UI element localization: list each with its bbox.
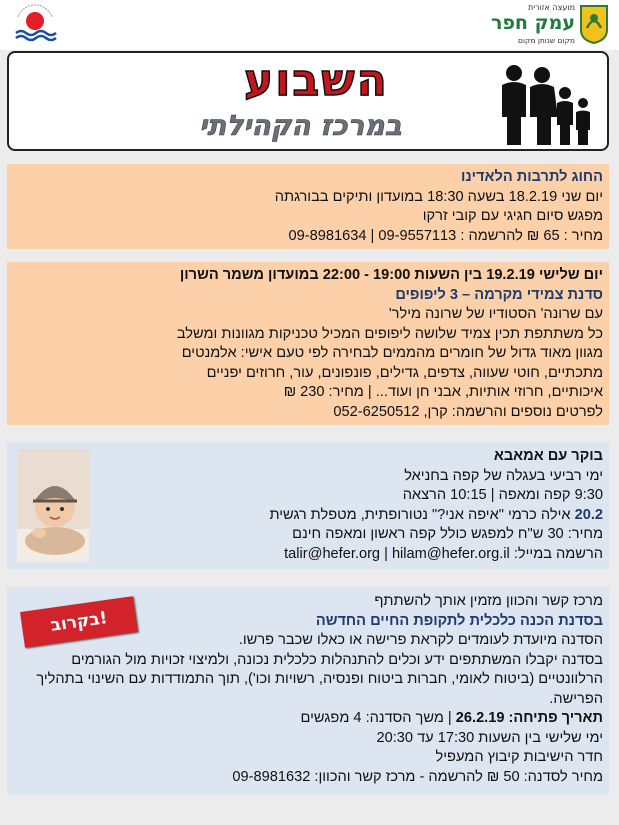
event-line: מחיר : 65 ₪ להרשמה : 09-9557113 | 09-8981634 [288,227,603,244]
event-date: יום שלישי 19.2.19 בין השעות 19:00 - 22:00 במועדון משמר השרון [179,267,603,283]
event-line: מתכתיים, חוטי שעווה, צדפים, גדילים, פונפונים, עור, חרוזים יפניים [206,364,603,381]
event-ladino [7,164,609,249]
page-title: השבוע [244,55,389,106]
event-line: עם שרונה' הסטודיו של שרונה מילר' [388,306,603,322]
event-line: איכותיים, חרוזי אותיות, אבני חן ועוד... | מחיר: 230 ₪ [283,384,603,400]
council-slogan: מקום שנותן מקום [518,36,575,45]
event-title: בסדנת הכנה כלכלית לתקופת החיים החדשה [315,612,603,629]
council-emblem-icon [579,4,609,44]
event-line: הסדנה מיועדת לעומדים לקראת פרישה או כאלו שכבר פרשו. [238,632,603,648]
highlight-date: 20.2 [574,506,603,523]
event-line: יום שני 18.2.19 בשעה 18:30 במועדון ותיקים בבורגתה [274,188,603,205]
council-name: עמק חפר [491,12,575,34]
event-line: חדר הישיבות קיבוץ המעפיל [435,749,603,765]
event-line: 9:30 קפה ומאפה | 10:15 הרצאה [402,487,603,503]
title-banner [7,51,609,151]
page-subtitle: במרכז הקהילתי [199,109,402,142]
header-logos [0,0,619,50]
event-line: מפגש סיום חגיגי עם קובי זרקו [422,208,603,224]
event-line: מגוון מאוד גדול של חומרים מהממים לבחירה לפי טעם אישי: אלמנטים [181,345,603,361]
regional-council-logo [491,2,609,48]
event-intro: מרכז קשר והכוון מזמין אותך להשתתף [374,593,603,609]
event-morning-parents [7,442,609,569]
event-line: לפרטים נוספים והרשמה: קרן, 052-6250512 [333,403,603,420]
event-line: מחיר לסדנה: 50 ₪ להרשמה - מרכז קשר והכוון: 09-8981632 [232,768,603,785]
highlight-text: אילה כרמי "איפה אני?" נטורופתית, מטפלת רגשית [269,506,575,523]
council-name-top: מועצה אזורית [528,3,575,12]
event-title: החוג לתרבות הלאדינו [460,169,603,185]
event-macrame [7,262,609,425]
event-open-date-line [13,709,603,729]
event-line: מחיר: 30 ש"ח למפגש כולל קפה ראשון ומאפה חינם [292,526,603,542]
event-title: סדנת צמידי מקרמה – 3 ליפופים [395,286,603,303]
community-center-logo [12,3,58,47]
event-title: בוקר עם אמאבא [493,448,603,464]
coming-soon-badge: בקרוב! [20,596,138,648]
event-line: כל משתתפת תכין צמיד שלושה ליפופים המכיל טכניקות מגוונות ומשלב [176,325,603,342]
baby-photo [17,449,89,562]
event-line: בסדנה יקבלו המשתתפים ידע וכלים להתנהלות כלכלית נכונה, ולמיצוי זכויות מול הגורמים הרלוונטיים (ביטוח לאומי, חברות ביטוח ופנסיה, רשויות וכו'), תוך התמודדות עם השינוי בתהליך הפרישה. [36,651,603,707]
event-line: ימי שלישי בין השעות 17:30 עד 20:30 [376,729,603,746]
open-date: תאריך פתיחה: 26.2.19 [455,710,603,726]
workshop-duration: | משך הסדנה: 4 מפגשים [300,710,456,726]
event-highlight-line [13,506,603,526]
event-contact: הרשמה במייל: talir@hefer.org | hilam@hefer.org.il [284,545,603,562]
event-line: ימי רביעי בעגלה של קפה בחניאל [404,467,603,484]
family-icon [497,63,597,147]
